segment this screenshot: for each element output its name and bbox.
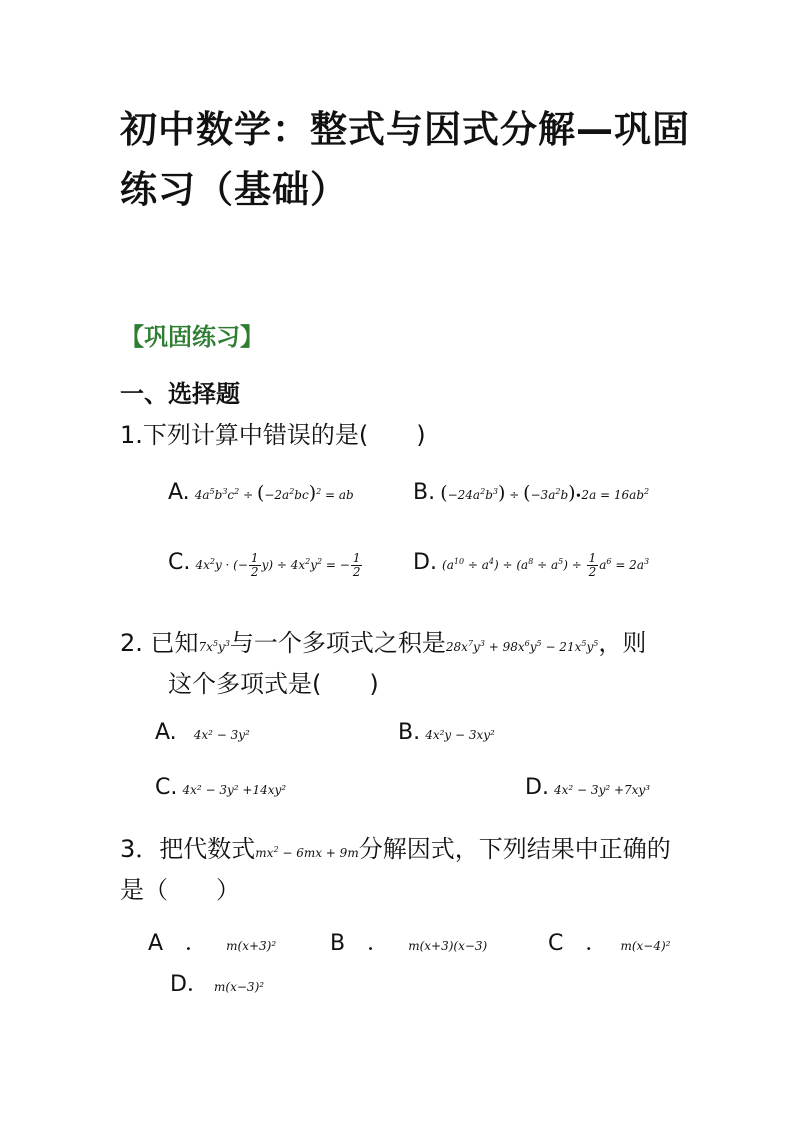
q3-option-d-expr: m(x−3)² bbox=[214, 980, 265, 994]
q3-option-b bbox=[330, 926, 487, 957]
q2-option-a-expr: 4x² − 3y² bbox=[193, 728, 250, 742]
section-label: 【巩固练习】 bbox=[120, 323, 264, 351]
q1-option-c bbox=[168, 550, 363, 579]
q3-option-d-label: D． bbox=[170, 972, 209, 997]
q2-option-a-label: A. bbox=[155, 720, 177, 745]
q2-option-c bbox=[155, 775, 286, 800]
q2-option-a bbox=[155, 720, 250, 745]
q1-option-c-expr: $4x^2y$ · (− $\frac{1}{2}$ $y) \div 4x^2y^2$ = − $\frac{1}{2}$ bbox=[195, 551, 361, 579]
question-2-stem-line-2: 这个多项式是( ) bbox=[168, 670, 379, 698]
title-line-2: 练习（基础） bbox=[120, 168, 348, 211]
q1-option-b bbox=[413, 480, 649, 505]
q2-option-d-label: D. bbox=[525, 775, 549, 800]
section-heading: 一、选择题 bbox=[120, 380, 240, 408]
q1-option-b-expr: $(-24a^2b^3) \div (-3a^2b)\cdot 2a = 16ab^2$ bbox=[440, 482, 650, 504]
title-line-1: 初中数学：整式与因式分解—巩固 bbox=[120, 108, 690, 151]
q1-option-a bbox=[168, 480, 354, 505]
q2-option-d-expr: 4x² − 3y² +7xy³ bbox=[554, 783, 651, 797]
q3-option-c-expr: m(x−4)² bbox=[620, 939, 671, 953]
q2-monomial-expr: $7x^5y^3$ bbox=[198, 639, 230, 654]
question-1-stem: 1.下列计算中错误的是( ) bbox=[120, 421, 426, 449]
q1-option-d-expr: $(a^{10} \div a^4) \div (a^8 \div a^5)$ ÷ $\frac{1}{2}$ $a^6 = 2a^3$ bbox=[442, 551, 650, 579]
q3-expression: $mx^2 - 6mx + 9m$ bbox=[255, 845, 359, 860]
q2-option-b-label: B. bbox=[398, 720, 421, 745]
q3-option-a bbox=[148, 926, 276, 957]
question-3-stem bbox=[120, 829, 671, 864]
question-3-stem-line-2: 是（ ） bbox=[120, 876, 240, 904]
page-title bbox=[120, 100, 690, 220]
q3-option-c bbox=[548, 926, 670, 957]
q2-option-c-label: C. bbox=[155, 775, 178, 800]
q1-option-d bbox=[413, 550, 649, 579]
q2-option-b bbox=[398, 720, 495, 745]
q3-option-d bbox=[170, 967, 264, 998]
q2-option-d bbox=[525, 775, 650, 800]
q3-option-a-expr: m(x+3)² bbox=[226, 939, 277, 953]
q2-stem-mid: 与一个多项式之积是 bbox=[229, 629, 446, 657]
q1-option-c-label: C. bbox=[168, 550, 191, 575]
q3-option-b-label: B ． bbox=[330, 931, 390, 956]
question-2-stem bbox=[120, 623, 646, 658]
q1-option-a-expr: $4a^5b^3c^2 \div (-2a^2bc)^2$ = ab bbox=[194, 482, 354, 504]
q3-stem-suffix: 分解因式，下列结果中正确的 bbox=[358, 835, 671, 863]
q1-option-b-label: B. bbox=[413, 480, 436, 505]
q2-option-b-expr: 4x²y − 3xy² bbox=[425, 728, 495, 742]
q2-product-expr: $28x^7y^3 + 98x^6y^5 - 21x^5y^5$ bbox=[445, 639, 599, 654]
q3-option-b-expr: m(x+3)(x−3) bbox=[408, 939, 488, 953]
q3-option-a-label: A ． bbox=[148, 931, 208, 956]
q3-stem-prefix: 3．把代数式 bbox=[120, 835, 256, 863]
q1-option-d-label: D. bbox=[413, 550, 437, 575]
q2-stem-suffix: ，则 bbox=[598, 629, 647, 657]
q2-stem-prefix: 2. 已知 bbox=[120, 629, 199, 657]
q3-option-c-label: C ． bbox=[548, 931, 608, 956]
q2-option-c-expr: 4x² − 3y² +14xy² bbox=[182, 783, 287, 797]
q1-option-a-label: A. bbox=[168, 480, 190, 505]
